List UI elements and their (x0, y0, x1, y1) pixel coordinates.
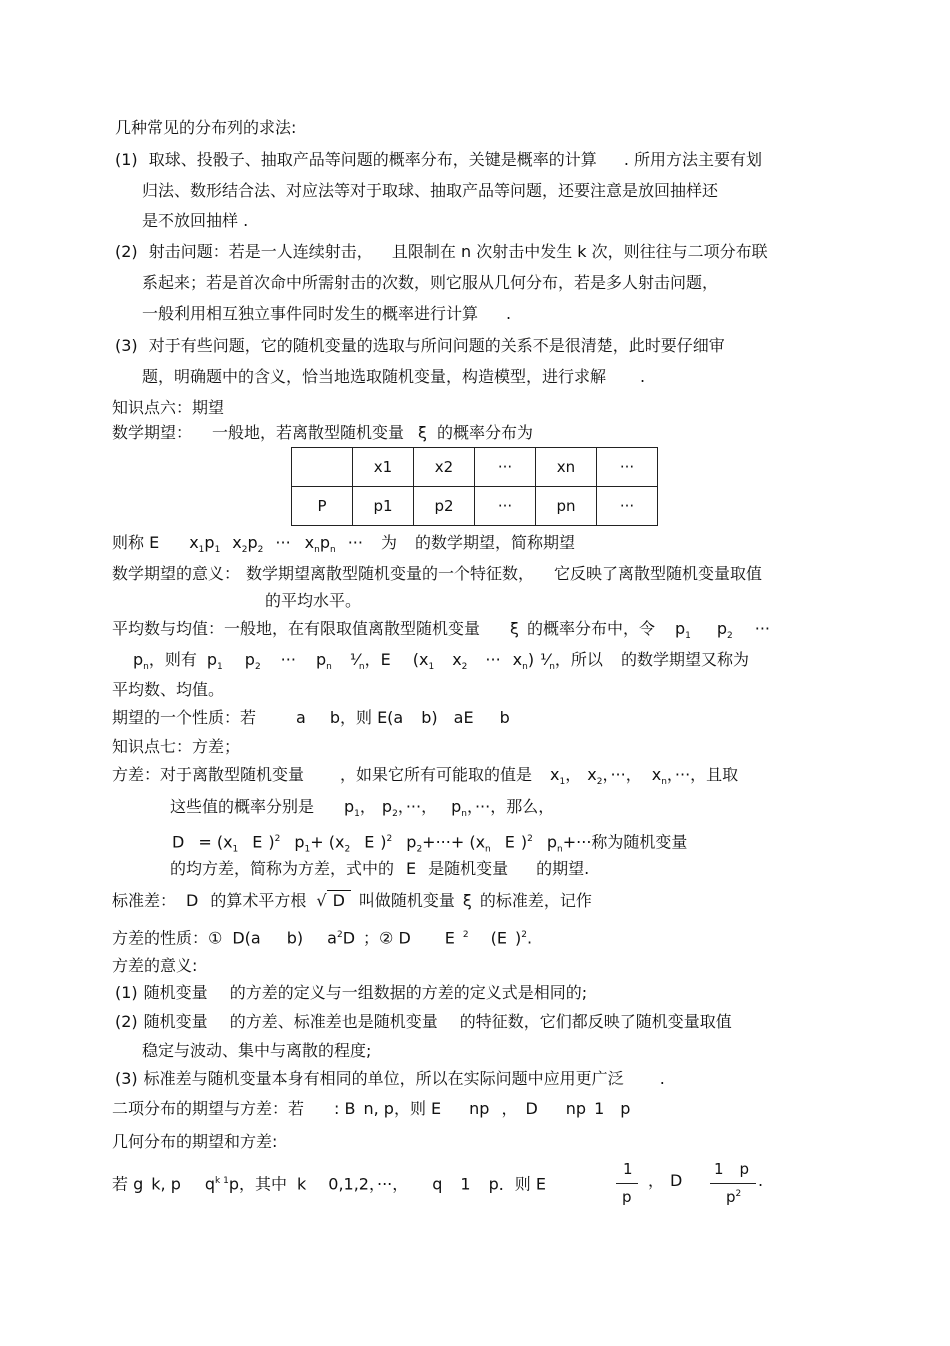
math: ⅟ (540, 650, 550, 669)
fraction-numerator: 1 (623, 1160, 633, 1178)
text: 二项分布的期望与方差：若 (112, 1099, 305, 1118)
expectation-intro (112, 423, 533, 443)
math: +···+ (x (422, 832, 486, 852)
text: 的均方差，简称为方差，式中的 (170, 859, 395, 878)
text: 随机变量 (143, 1012, 208, 1031)
text: 平均数与均值：一般地，在有限取值离散型随机变量 (112, 619, 481, 638)
math: k (215, 1176, 221, 1186)
math: p (739, 1160, 750, 1178)
math: D (327, 890, 351, 910)
item-number: (1) (115, 983, 138, 1002)
expectation-meaning-line-1 (112, 564, 762, 584)
text: 一般地，若离散型随机变量 (212, 423, 405, 442)
math: = (x (198, 832, 233, 852)
table-cell: ··· (597, 448, 658, 487)
cell-text: x1 (373, 458, 393, 476)
xi-symbol: ξ (462, 891, 472, 910)
list-item-1-line-1 (115, 150, 762, 170)
text: 随机变量 (143, 983, 208, 1002)
text: 为 (380, 533, 397, 552)
math: p (674, 619, 686, 638)
math: x (587, 765, 597, 784)
fraction-denominator (726, 1188, 741, 1206)
list-item-3-line-1 (115, 336, 725, 356)
math: E (252, 832, 263, 852)
math: p (406, 832, 417, 852)
item-number: (2) (115, 242, 138, 261)
math: b) (421, 708, 438, 727)
math: p (133, 650, 144, 669)
fraction-bar (616, 1183, 638, 1184)
term-label: 数学期望： (112, 423, 193, 442)
math: 1 (460, 1174, 471, 1194)
text: ， (565, 765, 582, 784)
math: a (327, 928, 337, 948)
item-text: 一般利用相互独立事件同时发生的概率进行计算 (142, 304, 479, 323)
math: : B (334, 1099, 356, 1118)
math: q (432, 1174, 443, 1194)
math: x (512, 650, 523, 669)
text: 的数学期望，简称期望 (415, 533, 576, 552)
math: x (550, 765, 560, 784)
math: ··· (485, 650, 501, 669)
text: 的标准差，记作 (479, 891, 592, 910)
math: p (726, 1188, 736, 1206)
math: b (499, 708, 510, 727)
variance-symbol: D (670, 1171, 683, 1190)
text: +···称为随机变量 (562, 832, 688, 852)
item-text: 取球、投骰子、抽取产品等问题的概率分布，关键是概率的计算 (148, 150, 597, 169)
math: x (452, 650, 462, 669)
math: p．则 E (488, 1174, 546, 1194)
item-text: . (640, 367, 646, 386)
text: 它反映了离散型随机变量取值 (554, 564, 763, 583)
table-cell: ··· (597, 487, 658, 526)
math: p (716, 619, 727, 638)
text: 的数学期望又称为 (620, 650, 749, 669)
table-cell: ··· (475, 487, 536, 526)
math: b) (286, 928, 304, 948)
table-cell (292, 448, 353, 487)
text: 标准差： (112, 891, 177, 910)
math: (E (490, 928, 507, 948)
text: ，···，那么， (466, 797, 555, 816)
text: 方差：对于离散型随机变量 (112, 765, 305, 784)
list-item-3-line-2 (142, 367, 645, 387)
text: 的特征数，它们都反映了随机变量取值 (459, 1012, 732, 1031)
text: ，···，且取 (666, 765, 739, 784)
math: ) (380, 832, 387, 852)
math: p (546, 832, 558, 852)
variance-meaning-item-3 (115, 1069, 665, 1089)
item-text: . 所用方法主要有划 (623, 150, 763, 169)
math: p (244, 650, 255, 669)
math: b，则 E(a (329, 708, 404, 727)
text: 方差的性质：① (112, 928, 223, 948)
table-cell: ··· (475, 448, 536, 487)
mean-line-3: 平均数、均值。 (112, 680, 225, 699)
text: 的概率分布为 (436, 423, 533, 442)
expectation-definition: 则称 E $x_1p_1$ $x_2p_2$ ··· $x_np_n$ ··· 为 的数学期望，简称期望 (112, 533, 576, 556)
table-cell: P (292, 487, 353, 526)
fraction-denominator: p (622, 1188, 632, 1206)
list-item-2-line-2: 系起来；若是首次命中所需射击的次数，则它服从几何分布，若是多人射击问题， (142, 273, 719, 292)
heading-distribution-methods: 几种常见的分布列的求法: (115, 118, 297, 137)
table-row (292, 448, 658, 487)
table-cell: p1 (353, 487, 414, 526)
math: ) (520, 832, 528, 852)
text: 期望的一个性质：若 (112, 708, 257, 727)
math: x (304, 533, 315, 552)
section-heading-kp7: 知识点七：方差； (112, 737, 241, 756)
text: 的方差、标准差也是随机变量 (229, 1012, 438, 1031)
math: ··· (347, 533, 363, 552)
item-number: (3) (115, 336, 138, 355)
text: ；② D (363, 928, 411, 948)
text: ，E (364, 650, 391, 669)
geometric-expectation-variance (112, 1171, 546, 1194)
text: ，则 E (393, 1099, 442, 1118)
xi-symbol: ξ (510, 619, 519, 638)
text: 的概率分布中，令 (526, 619, 655, 638)
list-item-2-line-1 (115, 242, 768, 262)
expectation-meaning-line-2: 的平均水平。 (265, 591, 362, 610)
variance-properties: 方差的性质：① D(a b) $a^2D$ ；② D E $^2$ (E )$^2$. (112, 928, 533, 948)
text: 则称 E (112, 533, 160, 552)
item-text: 对于有些问题，它的随机变量的选取与所问问题的关系不是很清楚，此时要仔细审 (148, 336, 725, 355)
text: 的期望. (536, 859, 590, 878)
text: ，如果它所有可能取的值是 (340, 765, 533, 784)
text: ，···， (397, 797, 438, 816)
math: 1 (594, 1099, 605, 1118)
math: D(a (232, 928, 261, 948)
text: ，所以 (554, 650, 603, 669)
math: E (364, 832, 375, 852)
table-cell: p2 (414, 487, 475, 526)
fraction-bar (710, 1183, 756, 1184)
math: 1 (223, 1176, 229, 1186)
math: . (526, 928, 533, 948)
math: E (504, 832, 515, 852)
math: x (189, 533, 199, 552)
math: a (296, 708, 306, 727)
section-heading-kp6: 知识点六：期望 (112, 398, 225, 417)
variance-meaning-item-1 (115, 983, 587, 1003)
list-item-2-line-3 (142, 304, 511, 324)
math: x (651, 765, 662, 784)
math: + (x (310, 832, 345, 852)
math: x (232, 533, 242, 552)
variance-formula: $D = (x_1$ E )$^2$ $p_1+ (x_2$ E )$^2$ $p_2+\cdot\cdot\cdot+ (x_n$ E )$^2$ $p_n+\cdot\cdot\cdot$称为随机变量 (172, 832, 688, 855)
table-cell: xn (536, 448, 597, 487)
math: p (319, 533, 330, 552)
variance-line-2: 这些值的概率分别是 $p_1$， $p_2$，···， $p_n$，···，那么， (170, 797, 555, 820)
math: p (451, 797, 462, 816)
math: (x (412, 650, 429, 669)
item-text: . (506, 304, 512, 323)
math: np (469, 1099, 490, 1118)
text: . (659, 1069, 665, 1088)
period: . (758, 1171, 764, 1190)
math: E (444, 928, 455, 948)
variance-meaning-heading: 方差的意义: (112, 956, 198, 975)
math: k, p (151, 1174, 181, 1194)
text: 这些值的概率分别是 (170, 797, 315, 816)
mean-line-2: $p_n$，则有 $p_1$ $p_2$ ··· $p_n$ $⅟_n$，E ($x_1$ $x_2$ ··· $x_n$) $⅟_n$，所以 的数学期望又称为 (133, 650, 749, 673)
item-number: (3) (115, 1069, 138, 1088)
variance-line-4 (170, 859, 589, 879)
math: p (620, 1099, 631, 1118)
math: ··· (275, 533, 291, 552)
math: E (406, 859, 417, 878)
sqrt-symbol: √ D (316, 891, 351, 911)
math: D (172, 832, 185, 852)
variance-line-1: 方差：对于离散型随机变量 ，如果它所有可能取的值是 $x_1$， $x_2$，···， $x_n$，···，且取 (112, 765, 739, 788)
text: ， (501, 1099, 518, 1118)
math: q (204, 1174, 215, 1194)
math: n, p (363, 1099, 394, 1118)
text: 的方差的定义与一组数据的方差的定义式是相同的; (229, 983, 588, 1002)
math: D (342, 928, 356, 948)
math: p (381, 797, 393, 816)
math: 0,1,2，···， (328, 1174, 409, 1194)
text: 数学期望离散型随机变量的一个特征数， (246, 564, 535, 583)
expectation-property (112, 708, 510, 728)
math: ) (527, 650, 535, 669)
item-text: 题，明确题中的含义，恰当地选取随机变量，构造模型，进行求解 (142, 367, 607, 386)
math: p (206, 650, 218, 669)
math: p (247, 533, 258, 552)
math: ) (514, 928, 522, 948)
math: 若 g (112, 1174, 144, 1194)
math: aE (453, 708, 474, 727)
math: D (186, 891, 199, 910)
text: ， (359, 797, 376, 816)
text: 的算术平方根 (210, 891, 307, 910)
xi-symbol: ξ (418, 423, 427, 442)
probability-distribution-table (291, 447, 658, 526)
list-item-1-line-3: 是不放回抽样 . (142, 211, 249, 230)
math: ··· (280, 650, 296, 669)
math: ⅟ (349, 650, 359, 669)
math: ) (268, 832, 275, 852)
fraction-numerator (714, 1160, 749, 1178)
math: p (294, 832, 305, 852)
math: ··· (754, 619, 770, 638)
binomial-expectation-variance (112, 1099, 630, 1119)
variance-meaning-item-2 (115, 1012, 732, 1032)
math: 1 (714, 1160, 724, 1178)
math: 2 (735, 1189, 742, 1199)
item-number: (2) (115, 1012, 138, 1031)
text: p，其中 (228, 1174, 287, 1194)
item-number: (1) (115, 150, 138, 169)
math: D (525, 1099, 538, 1118)
table-cell: pn (536, 487, 597, 526)
math: p (344, 797, 355, 816)
comma: ， (648, 1171, 665, 1190)
table-cell: x2 (414, 448, 475, 487)
geometric-heading: 几何分布的期望和方差: (112, 1132, 278, 1151)
standard-deviation (112, 891, 592, 911)
text: 是随机变量 (428, 859, 509, 878)
text: 叫做随机变量 (358, 891, 455, 910)
variance-meaning-item-2-cont: 稳定与波动、集中与离散的程度; (142, 1041, 372, 1060)
math: k (297, 1174, 307, 1194)
text: ，···， (602, 765, 642, 784)
text: ，则有 (148, 650, 197, 669)
list-item-1-line-2: 归法、数形结合法、对应法等对于取球、抽取产品等问题，还要注意是放回抽样还 (142, 181, 719, 200)
math: np (565, 1099, 587, 1118)
item-text: 且限制在 n 次射击中发生 k 次，则往往与二项分布联 (391, 242, 768, 261)
term-label: 数学期望的意义： (112, 564, 241, 583)
table-cell (353, 448, 414, 487)
math: p (204, 533, 215, 552)
table-row (292, 487, 658, 526)
text: 标准差与随机变量本身有相同的单位，所以在实际问题中应用更广泛 (143, 1069, 624, 1088)
math: p (315, 650, 327, 669)
mean-line-1: 平均数与均值：一般地，在有限取值离散型随机变量 ξ 的概率分布中，令 $p_1$ $p_2$ ··· (112, 619, 770, 642)
item-text: 射击问题：若是一人连续射击， (148, 242, 373, 261)
